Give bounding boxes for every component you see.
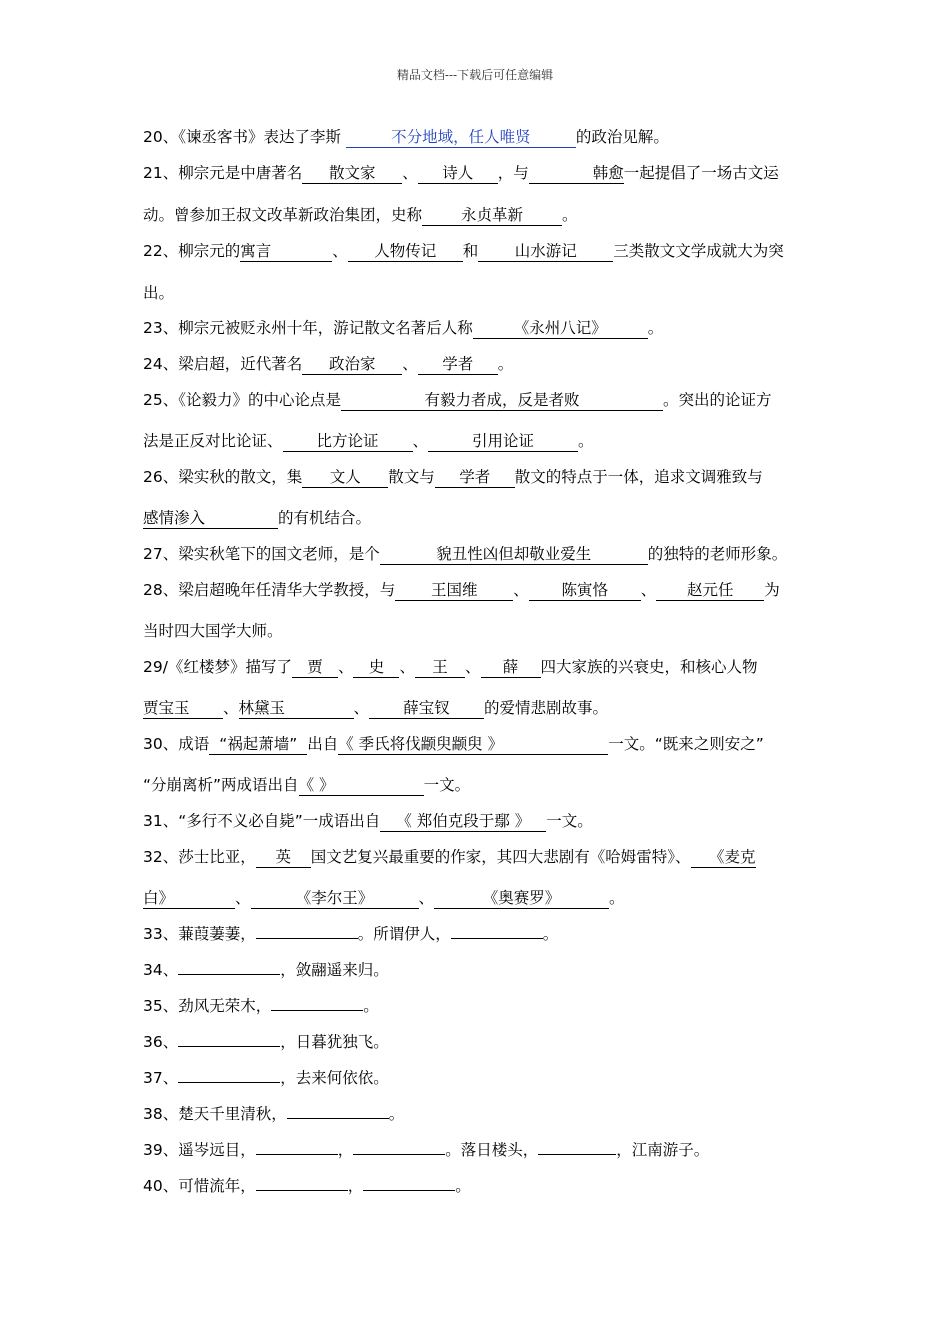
answer-blank: 陈寅恪 — [529, 581, 641, 601]
answer-blank: 学者 — [435, 468, 515, 488]
question-37: 37、 ，去来何依依。 — [143, 1069, 389, 1087]
answer-blank — [178, 1082, 280, 1083]
question-33: 33、蒹葭萋萋， 。所谓伊人， 。 — [143, 925, 559, 943]
answer-blank: 永贞革新 — [422, 206, 562, 226]
answer-blank: 比方论证 — [283, 432, 413, 452]
answer-blank: 不分地域，任人唯贤 — [346, 128, 576, 148]
question-38: 38、楚天千里清秋， 。 — [143, 1105, 405, 1123]
answer-blank: 《 》 — [299, 776, 424, 796]
answer-blank: 《 郑伯克段于鄢 》 — [380, 812, 546, 832]
answer-blank — [538, 1154, 616, 1155]
answer-blank — [178, 1046, 280, 1047]
answer-blank — [178, 974, 280, 975]
answer-blank: 《李尔王》 — [251, 889, 419, 909]
question-26: 26、梁实秋的散文，集 文人 散文与 学者 散文的特点于一体，追求文调雅致与 — [143, 468, 763, 486]
answer-blank — [353, 1154, 445, 1155]
question-39: 39、遥岑远目， ， 。落日楼头， ，江南游子。 — [143, 1141, 710, 1159]
answer-blank — [451, 938, 543, 939]
question-21-line2: 动。曾参加王叔文改革新政治集团，史称 永贞革新 。 — [143, 206, 578, 224]
answer-blank: 《麦克 — [691, 848, 756, 868]
answer-blank: 有毅力者成，反是者败 — [341, 391, 663, 411]
answer-blank: 薛 — [481, 658, 541, 678]
answer-blank: 诗人 — [418, 164, 498, 184]
answer-blank: 王 — [415, 658, 465, 678]
answer-blank: 寓言 — [240, 242, 332, 262]
answer-blank: 白》 — [143, 889, 235, 909]
answer-blank — [256, 1190, 348, 1191]
question-34: 34、 ，敛翮遥来归。 — [143, 961, 389, 979]
answer-blank: 文人 — [302, 468, 388, 488]
question-24: 24、梁启超，近代著名 政治家 、 学者 。 — [143, 355, 514, 373]
answer-blank — [256, 938, 358, 939]
question-21: 21、柳宗元是中唐著名 散文家 、 诗人 ，与 韩愈一起提倡了一场古文运 — [143, 164, 779, 182]
answer-blank — [256, 1154, 338, 1155]
question-32-line2: 白》 、 《李尔王》 、 《奥赛罗》 。 — [143, 889, 625, 907]
question-22: 22、柳宗元的寓言 、 人物传记 和 山水游记 三类散文文学成就大为突 — [143, 242, 784, 260]
answer-blank: 《永州八记》 — [473, 319, 648, 339]
question-25: 25、《论毅力》的中心论点是 有毅力者成，反是者败 。突出的论证方 — [143, 391, 772, 409]
answer-blank: 王国维 — [395, 581, 513, 601]
answer-blank: 貌丑性凶但却敬业爱生 — [380, 545, 648, 565]
answer-blank: 山水游记 — [478, 242, 613, 262]
question-28: 28、梁启超晚年任清华大学教授，与 王国维 、 陈寅恪 、 赵元任 为 — [143, 581, 780, 599]
question-20: 20、《谏丞客书》表达了李斯 不分地域，任人唯贤 的政治见解。 — [143, 128, 669, 146]
answer-blank: 韩愈 — [529, 164, 624, 184]
answer-blank: 引用论证 — [428, 432, 578, 452]
answer-blank: 赵元任 — [656, 581, 764, 601]
question-23: 23、柳宗元被贬永州十年，游记散文名著后人称 《永州八记》 。 — [143, 319, 664, 337]
question-26-line2: 感情渗入 的有机结合。 — [143, 509, 372, 527]
answer-blank: 贾 — [292, 658, 338, 678]
answer-blank — [363, 1190, 455, 1191]
question-27: 27、梁实秋笔下的国文老师，是个 貌丑性凶但却敬业爱生 的独特的老师形象。 — [143, 545, 788, 563]
question-30: 30、成语 “祸起萧墙” 出自《 季氏将伐颛臾颛臾 》 一文。“既来之则安之” — [143, 735, 764, 753]
answer-blank: 英 — [256, 848, 311, 868]
answer-blank: 感情渗入 — [143, 509, 278, 529]
answer-blank: 史 — [353, 658, 399, 678]
answer-blank: “祸起萧墙” — [209, 735, 307, 755]
question-31: 31、“多行不义必自毙”一成语出自 《 郑伯克段于鄢 》 一文。 — [143, 812, 593, 830]
answer-blank — [271, 1010, 363, 1011]
question-22-line2: 出。 — [143, 284, 175, 302]
answer-blank: 政治家 — [302, 355, 402, 375]
question-29-line2: 贾宝玉 、林黛玉 、 薛宝钗 的爱情悲剧故事。 — [143, 699, 609, 717]
question-40: 40、可惜流年， ， 。 — [143, 1177, 471, 1195]
answer-blank: 《 季氏将伐颛臾颛臾 》 — [338, 735, 608, 755]
answer-blank: 人物传记 — [348, 242, 463, 262]
answer-blank: 林黛玉 — [239, 699, 354, 719]
answer-blank: 《奥赛罗》 — [434, 889, 609, 909]
answer-blank: 薛宝钗 — [369, 699, 484, 719]
answer-blank: 散文家 — [302, 164, 402, 184]
page-header: 精品文档---下载后可任意编辑 — [396, 68, 554, 82]
question-36: 36、 ，日暮犹独飞。 — [143, 1033, 389, 1051]
question-29: 29/《红楼梦》描写了 贾 、 史 、 王 、 薛 四大家族的兴衰史，和核心人物 — [143, 658, 758, 676]
question-25-line2: 法是正反对比论证、 比方论证 、 引用论证 。 — [143, 432, 594, 450]
question-32: 32、莎士比亚， 英 国文艺复兴最重要的作家，其四大悲剧有《哈姆雷特》、 《麦克 — [143, 848, 756, 866]
answer-blank: 贾宝玉 — [143, 699, 223, 719]
question-35: 35、劲风无荣木， 。 — [143, 997, 379, 1015]
question-30-line2: “分崩离析”两成语出自《 》 一文。 — [143, 776, 471, 794]
question-28-line2: 当时四大国学大师。 — [143, 622, 283, 640]
answer-blank — [287, 1118, 389, 1119]
answer-blank: 学者 — [418, 355, 498, 375]
